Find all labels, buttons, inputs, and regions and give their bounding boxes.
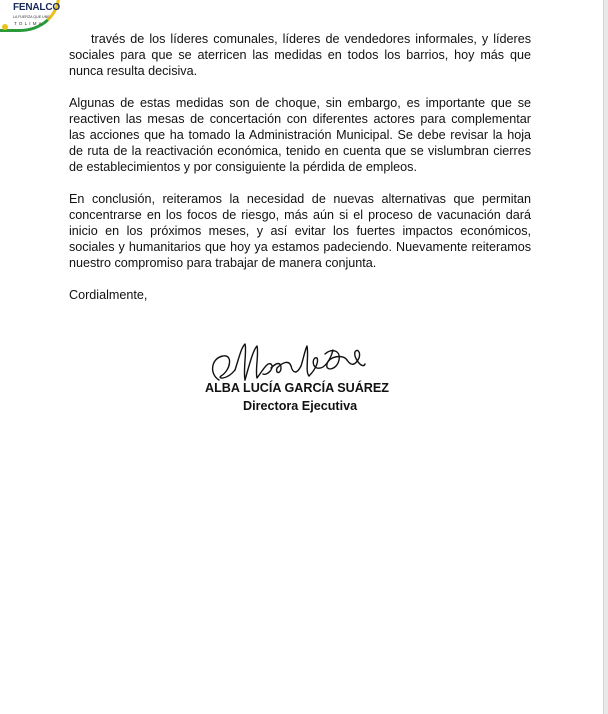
signer-name: ALBA LUCÍA GARCÍA SUÁREZ <box>205 381 389 395</box>
letter-paragraph-1: través de los líderes comunales, líderes de vendedores informales, y líderes sociales para que se aterricen las medidas en todos los barrios, hoy más que nunca resulta decisiva. <box>69 32 531 78</box>
logo-city: TOLIMA <box>14 21 44 26</box>
letter-paragraph-2: Algunas de estas medidas son de choque, sin embargo, es importante que se reactiven las mesas de concertación con diferentes actores para complementar las acciones que ha tomado la Administración Municipal. Se debe revisar la hoja de ruta de la reactivación económica, tenido en cuenta que se vislumbran cierres de establecimientos y por consiguiente la pérdida de empleos. <box>69 96 531 174</box>
logo-name: FENALCO <box>13 2 60 13</box>
logo-dot-graphic <box>2 24 8 30</box>
letter-closing: Cordialmente, <box>69 288 148 302</box>
signature-block <box>205 340 395 420</box>
fenalco-logo <box>0 0 62 34</box>
signer-role: Directora Ejecutiva <box>243 399 358 413</box>
logo-slogan: LA FUERZA QUE UNE <box>13 15 50 19</box>
letter-paragraph-3: En conclusión, reiteramos la necesidad de nuevas alternativas que permitan concentrarse en los focos de riesgo, más aún si el proceso de vacunación dará inicio en los próximos meses, y así evitar los fuertes impactos económicos, sociales y humanitarios que hoy ya estamos padeciendo. Nuevamente reiteramos nuestro compromiso para trabajar de manera conjunta. <box>69 192 531 270</box>
letter-body <box>69 31 531 319</box>
